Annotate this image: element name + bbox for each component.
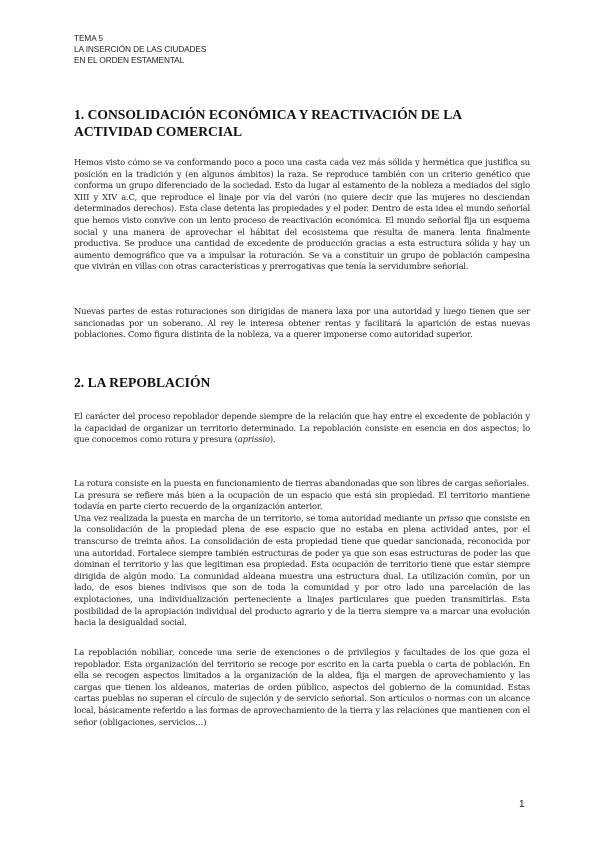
document-header [74,33,206,66]
presura-definition: La presura se refiere más bien a la ocupación de un espacio que está sin propiedad. El territorio mantiene todavía en parte cierto recuerdo de la organización anterior. [74,489,530,512]
rotura-definition: La rotura consiste en la puesta en funcionamiento de tierras abandonadas que son libres de cargas señoriales. [74,478,529,488]
italic-term: aprissio [237,434,270,445]
section-1-title: 1. CONSOLIDACIÓN ECONÓMICA Y REACTIVACIÓN DE LA ACTIVIDAD COMERCIAL [74,107,462,139]
header-line-3: EN EL ORDEN ESTAMENTAL [74,55,185,65]
section-2-paragraph-2 [74,478,530,629]
paragraph-text: El carácter del proceso repoblador depende siempre de la relación que hay entre el excedente de población y la capacidad de organizar un territorio determinado. La repoblación consiste en esencia en dos aspectos; lo que conocemos como rotura y presura ( [74,411,530,445]
section-2-paragraph-1 [74,411,530,446]
italic-term: prisso [438,512,464,523]
paragraph-text: que consiste en la consolidación de la propiedad plena de ese espacio que no estaba en plena actividad antes, por el transcurso de treinta años. La consolidación de esta propiedad tiene que quedar sancionada, reconocida por una autoridad. Fortalece siempre también estructuras de poder ya que son esas estructuras de poder las que dominan el territorio y las que legitiman esa propiedad. Esta ocupación de territorio tiene que estar siempre dirigida de algún modo. La comunidad aldeana muestra una estructura dual. La utilización común, por un lado, de esos bienes indivisos que son de toda la comunidad y por otro lado una parcelación de las explotaciones, una individualización perteneciente a linajes particulares que pueden transmitirlas. Esta posibilidad de la apropiación individual del producto agrario y de la tierra siempre va a marcar una evolución hacia la desigualdad social. [74,512,530,628]
section-1-paragraph-2: Nuevas partes de estas roturaciones son dirigidas de manera laxa por una autoridad y luego tienen que ser sancionadas por un soberano. Al rey le interesa obtener rentas y facilitará la aparición de estas nuevas poblaciones. Como figura distinta de la nobleza, va a querer imponerse como autoridad superior. [74,306,530,340]
section-2-paragraph-3: La repoblación nobiliar, concede una serie de exenciones o de privilegios y facultades de los que goza el repoblador. Esta organización del territorio se recoge por escrito en la carta puebla o carta de población. En ella se recogen aspectos limitados a la organización de la aldea, fija el margen de aprovechamiento y las cargas que tienen los aldeanos, materias de orden público, aspectos del gobierno de la comunidad. Estas cartas pueblas no superan el círculo de sujeción y de servicio señorial. Son artículos o normas con un alcance local, básicamente referido a las formas de aprovechamiento de la tierra y las relaciones que mantienen con el señor (obligaciones, servicios…) [74,647,530,727]
header-line-1: TEMA 5 [74,33,103,43]
paragraph-text: Una vez realizada la puesta en marcha de un territorio, se toma autoridad mediante un [74,512,439,523]
page-number: 1 [519,799,525,810]
section-2-title: 2. LA REPOBLACIÓN [74,375,211,390]
paragraph-text: ). [269,434,276,445]
prisso-paragraph [74,513,530,629]
section-1-paragraph-1: Hemos visto cómo se va conformando poco a poco una casta cada vez más sólida y hermética que justifica su posición en la tradición y (en algunos ámbitos) la raza. Se reproduce también con un criterio genético que conforma un grupo diferenciado de la sociedad. Esto da lugar al estamento de la nobleza a mediados del siglo XIII y XIV a.C, que reproduce el linaje por vía del varón (no quiere decir que las mujeres no desciendan determinados derechos). Esta clase detenta las propiedades y el poder. Dentro de esta idea el mundo señorial que hemos visto convive con un lento proceso de reactivación económica. El mundo señorial fija un esquema social y una manera de aprovechar el hábitat del ecosistema que resulta de manera lenta finalmente productiva. Se produce una cantidad de excedente de producción gracias a esta estructura sólida y hay un aumento demográfico que va a impulsar la roturación. Se va a constituir un grupo de población campesina que vivirán en villas con otras características y prerrogativas que tenía la servidumbre señorial. [74,157,530,272]
header-line-2: LA INSERCIÓN DE LAS CIUDADES [74,44,207,54]
